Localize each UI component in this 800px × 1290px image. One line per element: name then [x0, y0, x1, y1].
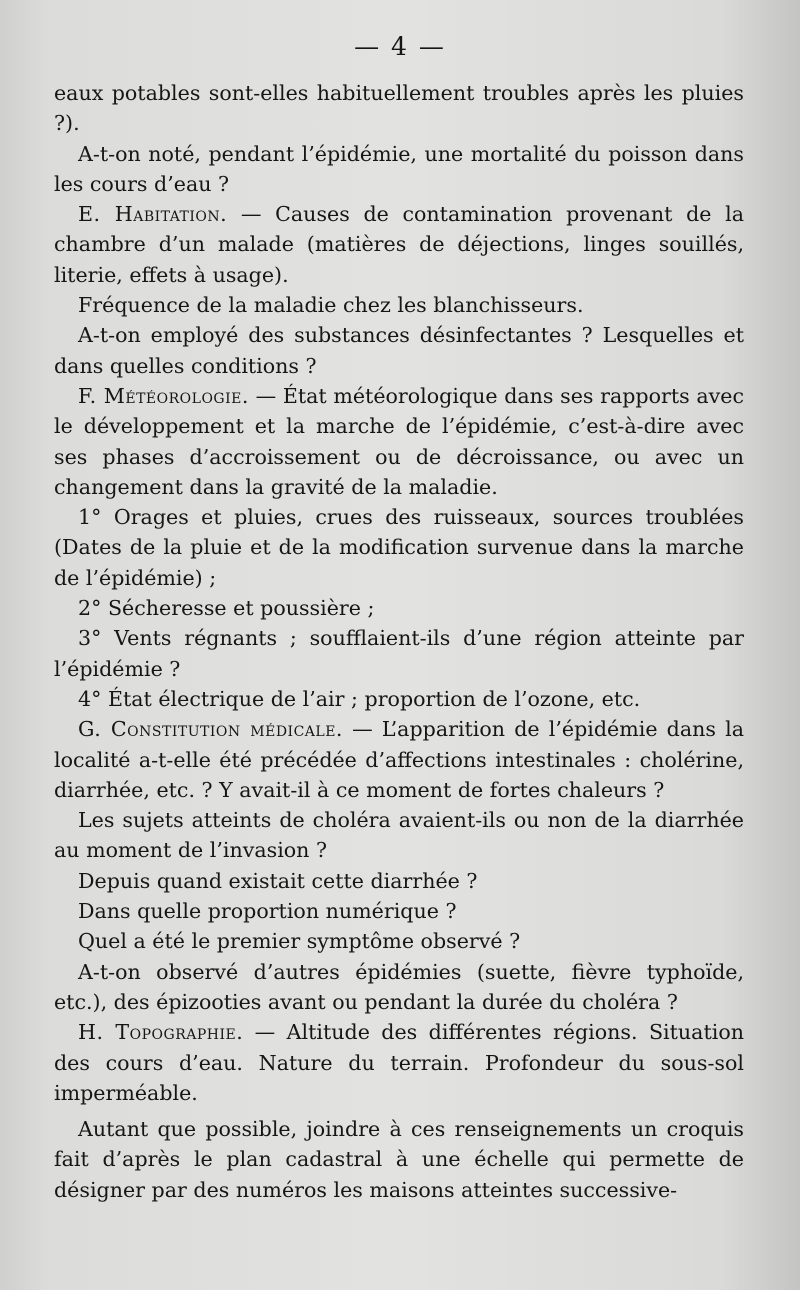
section-h-topographie — [54, 1017, 744, 1108]
paragraph-4: Fréquence de la maladie chez les blanchisseurs. — [78, 293, 584, 318]
body-text — [54, 78, 744, 1205]
section-f-meteorologie — [54, 381, 744, 502]
section-text: — L’apparition de l’épidémie dans la localité a-t-elle été précédée d’affections intestinales : cholérine, diarrhée, etc. ? Y avait-il à ce moment de fortes chaleurs ? — [54, 717, 744, 802]
paragraph-15: Quel a été le premier symptôme observé ? — [78, 929, 521, 954]
paragraph-5: A-t-on employé des substances désinfectantes ? Lesquelles et dans quelles conditions ? — [54, 323, 744, 378]
paragraph-2: A-t-on noté, pendant l’épidémie, une mortalité du poisson dans les cours d’eau ? — [54, 141, 744, 196]
section-heading: G. Constitution médicale. — [78, 717, 343, 742]
section-text: — Altitude des différentes régions. Situation des cours d’eau. Nature du terrain. Profondeur du sous-sol imperméable. — [54, 1020, 744, 1105]
paragraph-14: Dans quelle proportion numérique ? — [78, 899, 457, 924]
list-item-2: 2° Sécheresse et poussière ; — [78, 596, 375, 621]
section-e-habitation — [54, 199, 744, 290]
section-g-constitution-medicale — [54, 714, 744, 805]
section-text: — État météorologique dans ses rapports avec le développement et la marche de l’épidémie, c’est-à-dire avec ses phases d’accroissement ou de décroissance, ou avec un changement dans la gravité de la maladie. — [54, 383, 744, 499]
page-number: — 4 — — [354, 32, 446, 61]
list-item-3: 3° Vents régnants ; soufflaient-ils d’une région atteinte par l’épidémie ? — [54, 626, 744, 681]
list-item-1: 1° Orages et pluies, crues des ruisseaux, sources troublées (Dates de la pluie et de la modification survenue dans la marche de l’épidémie) ; — [54, 505, 744, 590]
section-heading: E. Habitation. — [78, 202, 228, 227]
paragraph-16: A-t-on observé d’autres épidémies (suette, fièvre typhoïde, etc.), des épizooties avant ou pendant la durée du choléra ? — [54, 959, 744, 1014]
list-item-4: 4° État électrique de l’air ; proportion de l’ozone, etc. — [78, 686, 641, 711]
paragraph-1: eaux potables sont-elles habituellement troubles après les pluies ?). — [54, 81, 744, 136]
section-text: — Causes de contamination provenant de la chambre d’un malade (matières de déjections, linges souillés, literie, effets à usage). — [54, 202, 744, 287]
section-heading: H. Topographie. — [78, 1020, 244, 1045]
section-heading: F. Météorologie. — [78, 383, 249, 408]
paragraph-12: Les sujets atteints de choléra avaient-ils ou non de la diarrhée au moment de l’invasion ? — [54, 808, 744, 863]
paragraph-18: Autant que possible, joindre à ces renseignements un croquis fait d’après le plan cadastral à une échelle qui permette de désigner par des numéros les maisons atteintes successive- — [54, 1117, 744, 1202]
paragraph-13: Depuis quand existait cette diarrhée ? — [78, 868, 478, 893]
